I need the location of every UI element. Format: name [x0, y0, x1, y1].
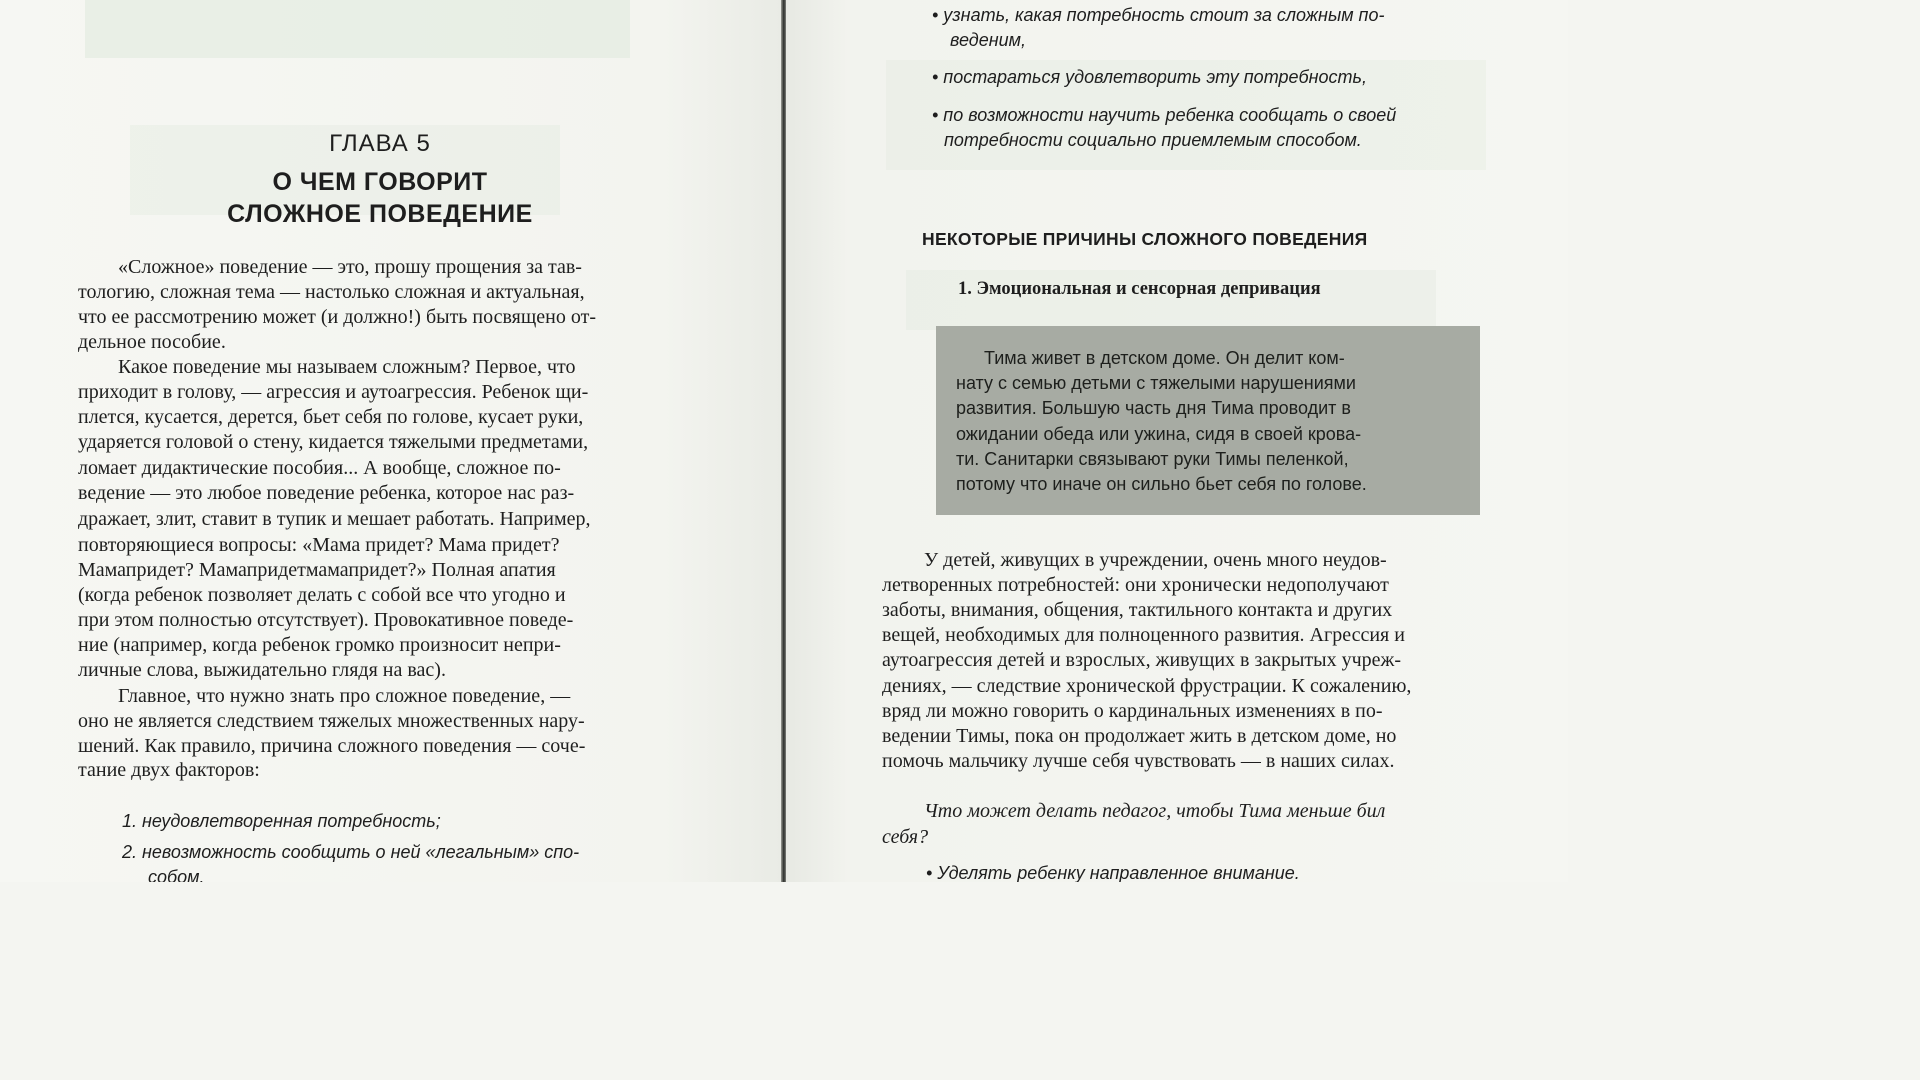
list-item: собом.	[148, 867, 205, 882]
body-line: ведении Тимы, пока он продолжает жить в детском доме, но	[882, 725, 1397, 747]
body-line: Какое поведение мы называем сложным? Первое, что	[118, 356, 576, 378]
body-line: (когда ребенок позволяет делать с собой все что угодно и	[78, 584, 566, 606]
body-line: ударяется головой о стену, кидается тяжелыми предметами,	[78, 431, 589, 453]
body-line: плется, кусается, дерется, бьет себя по голове, кусает руки,	[78, 406, 584, 428]
bullet-line: • по возможности научить ребенка сообщать о своей	[932, 105, 1397, 125]
body-line: ведение — это любое поведение ребенка, которое нас раз-	[78, 482, 575, 504]
bullet-line: • узнать, какая потребность стоит за сложным по-	[932, 5, 1385, 25]
body-line: дениях, — следствие хронической фрустрации. К сожалению,	[882, 675, 1412, 697]
body-line: тание двух факторов:	[78, 759, 260, 781]
chapter-title-line: О ЧЕМ ГОВОРИТ	[272, 168, 488, 196]
list-item: 1. неудовлетворенная потребность;	[122, 811, 441, 831]
body-line: что ее рассмотрению может (и должно!) быть посвящено от-	[78, 306, 596, 328]
chapter-title	[130, 166, 630, 230]
case-study-box	[936, 326, 1480, 515]
question-line: себя?	[882, 826, 929, 848]
body-line: вещей, необходимых для полноценного развития. Агрессия и	[882, 624, 1405, 646]
question-line: Что может делать педагог, чтобы Тима меньше бил	[924, 800, 1386, 822]
body-line: тологию, сложная тема — настолько сложная и актуальная,	[78, 281, 585, 303]
body-line: аутоагрессия детей и взрослых, живущих в закрытых учреж-	[882, 649, 1402, 671]
bullet-line: • Уделять ребенку направленное внимание.	[926, 863, 1300, 882]
body-line: У детей, живущих в учреждении, очень много неудов-	[924, 549, 1387, 571]
body-line: вряд ли можно говорить о кардинальных изменениях в по-	[882, 700, 1383, 722]
case-line: ожидании обеда или ужина, сидя в своей крова-	[956, 424, 1362, 444]
body-line: дражает, злит, ставит в тупик и мешает работать. Например,	[78, 508, 591, 530]
bullet-line: потребности социально приемлемым способом.	[944, 130, 1362, 150]
body-line: повторяющиеся вопросы: «Мама придет? Мама придет?	[78, 534, 560, 556]
bullet-line: • постараться удовлетворить эту потребность,	[932, 67, 1368, 87]
body-line: ние (например, когда ребенок громко произносит непри-	[78, 634, 561, 656]
chapter-number: ГЛАВА 5	[329, 130, 431, 157]
body-line: помочь мальчику лучше себя чувствовать — в наших силах.	[882, 750, 1395, 772]
body-line: дельное пособие.	[78, 331, 226, 353]
body-line: Главное, что нужно знать про сложное поведение, —	[118, 685, 571, 707]
body-line: «Сложное» поведение — это, прошу прощения за тав-	[118, 256, 582, 278]
section-heading: НЕКОТОРЫЕ ПРИЧИНЫ СЛОЖНОГО ПОВЕДЕНИЯ	[922, 229, 1368, 249]
show-through-illustration	[85, 0, 630, 58]
body-line: при этом полностью отсутствует). Провокативное поведе-	[78, 609, 574, 631]
case-line: развития. Большую часть дня Тима проводит в	[956, 398, 1351, 418]
body-line: приходит в голову, — агрессия и аутоагрессия. Ребенок щи-	[78, 381, 589, 403]
case-line: потому что иначе он сильно бьет себя по голове.	[956, 474, 1367, 494]
body-line: личные слова, выжидательно глядя на вас).	[78, 659, 446, 681]
case-line: ти. Санитарки связывают руки Тимы пеленкой,	[956, 449, 1349, 469]
sub-heading: 1. Эмоциональная и сенсорная депривация	[958, 279, 1321, 299]
chapter-title-line: СЛОЖНОЕ ПОВЕДЕНИЕ	[227, 200, 533, 228]
body-line: летворенных потребностей: они хронически недополучают	[882, 574, 1389, 596]
body-line: оно не является следствием тяжелых множественных нару-	[78, 710, 585, 732]
body-line: ломает дидактические пособия... А вообще, сложное по-	[78, 457, 561, 479]
bullet-line: веденим,	[950, 30, 1027, 50]
list-item: 2. невозможность сообщить о ней «легальным» спо-	[122, 842, 580, 862]
case-line: Тима живет в детском доме. Он делит ком-	[984, 348, 1345, 368]
body-line: Мамапридет? Мамапридетмамапридет?» Полная апатия	[78, 559, 556, 581]
body-line: заботы, внимания, общения, тактильного контакта и других	[882, 599, 1393, 621]
left-page	[0, 0, 782, 882]
case-line: нату с семью детьми с тяжелыми нарушениями	[956, 373, 1356, 393]
body-line: шений. Как правило, причина сложного поведения — соче-	[78, 735, 586, 757]
right-page	[786, 0, 1568, 882]
